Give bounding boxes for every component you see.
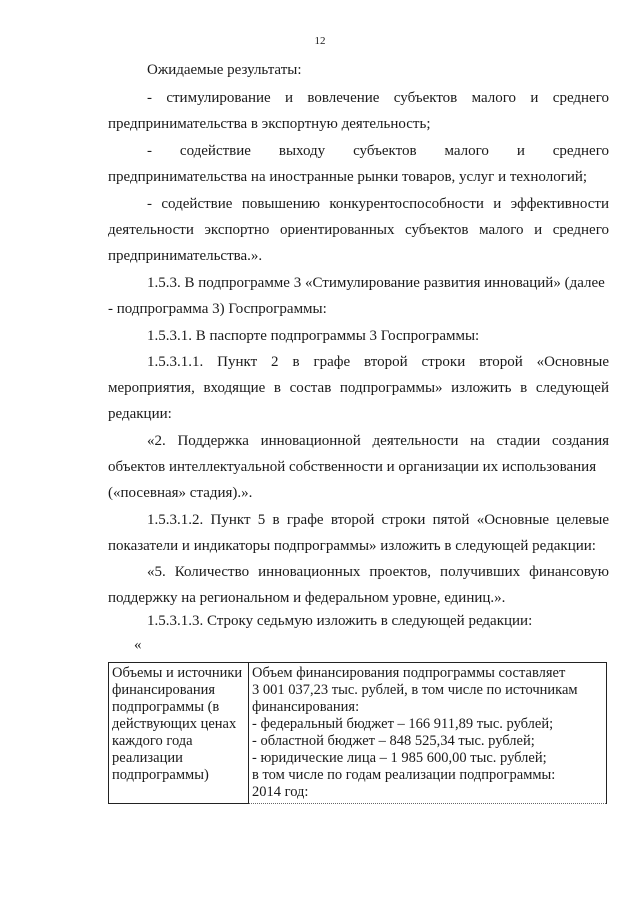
results-heading: Ожидаемые результаты: [147,62,302,78]
section-1-5-3-1-2-line-1: 1.5.3.1.2. Пункт 5 в графе второй строки пятой «Основные целевые [147,512,609,528]
label-line: Объемы и источники [112,665,243,681]
section-1-5-3-line-2: - подпрограмма 3) Госпрограммы: [108,301,327,317]
value-line: 2014 год: [252,784,309,800]
value-line: финансирования: [252,699,360,715]
bullet-2-line-2: предпринимательства на иностранные рынки товаров, услуг и технологий; [108,169,588,185]
quote-item-5-line-1: «5. Количество инновационных проектов, получивших финансовую [147,564,609,580]
bullet-3-line-1: - содействие повышению конкурентоспособности и эффективности [147,196,609,212]
section-1-5-3-1: 1.5.3.1. В паспорте подпрограммы 3 Госпрограммы: [147,328,480,344]
value-line: Объем финансирования подпрограммы составляет [252,665,566,681]
page-number: 12 [314,35,326,47]
quote-item-2-line-3: («посевная» стадия).». [108,485,253,501]
section-1-5-3-1-2-line-2: показатели и индикаторы подпрограммы» изложить в следующей редакции: [108,538,596,554]
section-1-5-3-1-1-line-3: редакции: [108,406,172,422]
table-row [109,663,607,804]
label-line: подпрограммы) [112,767,209,783]
table-cell-label [109,663,249,804]
section-1-5-3-line-1: 1.5.3. В подпрограмме 3 «Стимулирование развития инноваций» (далее [147,275,605,291]
label-line: каждого года [112,733,193,749]
section-1-5-3-1-1-line-2: мероприятия, входящие в состав подпрограммы» изложить в следующей [108,380,609,396]
financing-table [108,662,607,804]
quote-item-5-line-2: поддержку на региональном и федеральном уровне, единиц.». [108,590,506,606]
section-1-5-3-1-3: 1.5.3.1.3. Строку седьмую изложить в следующей редакции: [147,613,533,629]
value-line: в том числе по годам реализации подпрограммы: [252,767,556,783]
bullet-3-line-2: деятельности экспортно ориентированных субъектов малого и среднего [108,222,609,238]
quote-item-2-line-1: «2. Поддержка инновационной деятельности на стадии создания [147,433,609,449]
label-line: действующих ценах [112,716,237,732]
section-1-5-3-1-1-line-1: 1.5.3.1.1. Пункт 2 в графе второй строки второй «Основные [147,354,609,370]
bullet-1-line-1: - стимулирование и вовлечение субъектов малого и среднего [147,90,609,106]
value-line: - федеральный бюджет – 166 911,89 тыс. рублей; [252,716,554,732]
value-line: - областной бюджет – 848 525,34 тыс. рублей; [252,733,535,749]
label-line: финансирования [112,682,216,698]
bullet-1-line-2: предпринимательства в экспортную деятельность; [108,116,431,132]
quote-item-2-line-2: объектов интеллектуальной собственности и организации их использования [108,459,597,475]
label-line: подпрограммы (в [112,699,220,715]
label-line: реализации [112,750,183,766]
value-line: - юридические лица – 1 985 600,00 тыс. рублей; [252,750,547,766]
table-cell-value [249,663,607,804]
value-line: 3 001 037,23 тыс. рублей, в том числе по источникам [252,682,578,698]
opening-quote-mark: « [134,637,142,653]
bullet-3-line-3: предпринимательства.». [108,248,263,264]
bullet-2-line-1: - содействие выходу субъектов малого и среднего [147,143,609,159]
